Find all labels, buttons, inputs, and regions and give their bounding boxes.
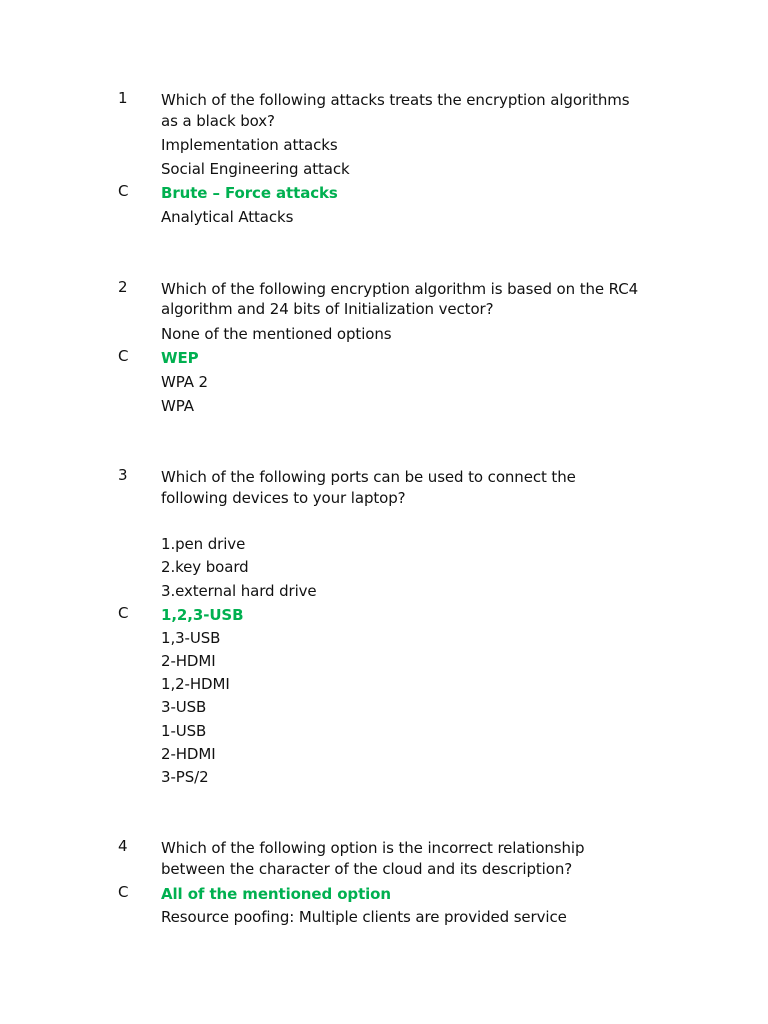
answer-option: 2-HDMI xyxy=(161,652,216,670)
question-number: 2 xyxy=(118,278,128,296)
device-list-item: 2.key board xyxy=(161,558,249,576)
answer-option: WPA 2 xyxy=(161,373,208,391)
answer-option: 1,3-USB xyxy=(161,629,221,647)
question-text-line: between the character of the cloud and its description? xyxy=(161,860,573,878)
question-number: 4 xyxy=(118,837,128,855)
device-list-item: 3.external hard drive xyxy=(161,582,317,600)
answer-option: None of the mentioned options xyxy=(161,325,392,343)
question-text-line: Which of the following ports can be used to connect the xyxy=(161,468,576,486)
correct-marker: C xyxy=(118,883,129,901)
answer-option: 1-USB xyxy=(161,722,207,740)
answer-option: Social Engineering attack xyxy=(161,160,350,178)
answer-option: Resource poofing: Multiple clients are provided service xyxy=(161,908,567,926)
correct-marker: C xyxy=(118,604,129,622)
correct-marker: C xyxy=(118,182,129,200)
answer-option: 2-HDMI xyxy=(161,745,216,763)
question-text-line: Which of the following attacks treats the encryption algorithms xyxy=(161,91,630,109)
answer-option: 1,2-HDMI xyxy=(161,675,230,693)
answer-option: 3-PS/2 xyxy=(161,768,209,786)
answer-option: Implementation attacks xyxy=(161,136,338,154)
question-text-line: algorithm and 24 bits of Initialization vector? xyxy=(161,300,494,318)
answer-option: WPA xyxy=(161,397,194,415)
device-list-item: 1.pen drive xyxy=(161,535,246,553)
answer-option: 3-USB xyxy=(161,698,207,716)
correct-answer-option: WEP xyxy=(161,349,199,367)
answer-option: Analytical Attacks xyxy=(161,208,294,226)
correct-answer-option: 1,2,3-USB xyxy=(161,606,244,624)
correct-answer-option: Brute – Force attacks xyxy=(161,184,338,202)
question-number: 3 xyxy=(118,466,128,484)
correct-marker: C xyxy=(118,347,129,365)
question-text-line: Which of the following encryption algorithm is based on the RC4 xyxy=(161,280,639,298)
question-text-line: Which of the following option is the incorrect relationship xyxy=(161,839,585,857)
correct-answer-option: All of the mentioned option xyxy=(161,885,391,903)
question-number: 1 xyxy=(118,89,128,107)
question-text-line: as a black box? xyxy=(161,112,275,130)
question-text-line: following devices to your laptop? xyxy=(161,489,406,507)
